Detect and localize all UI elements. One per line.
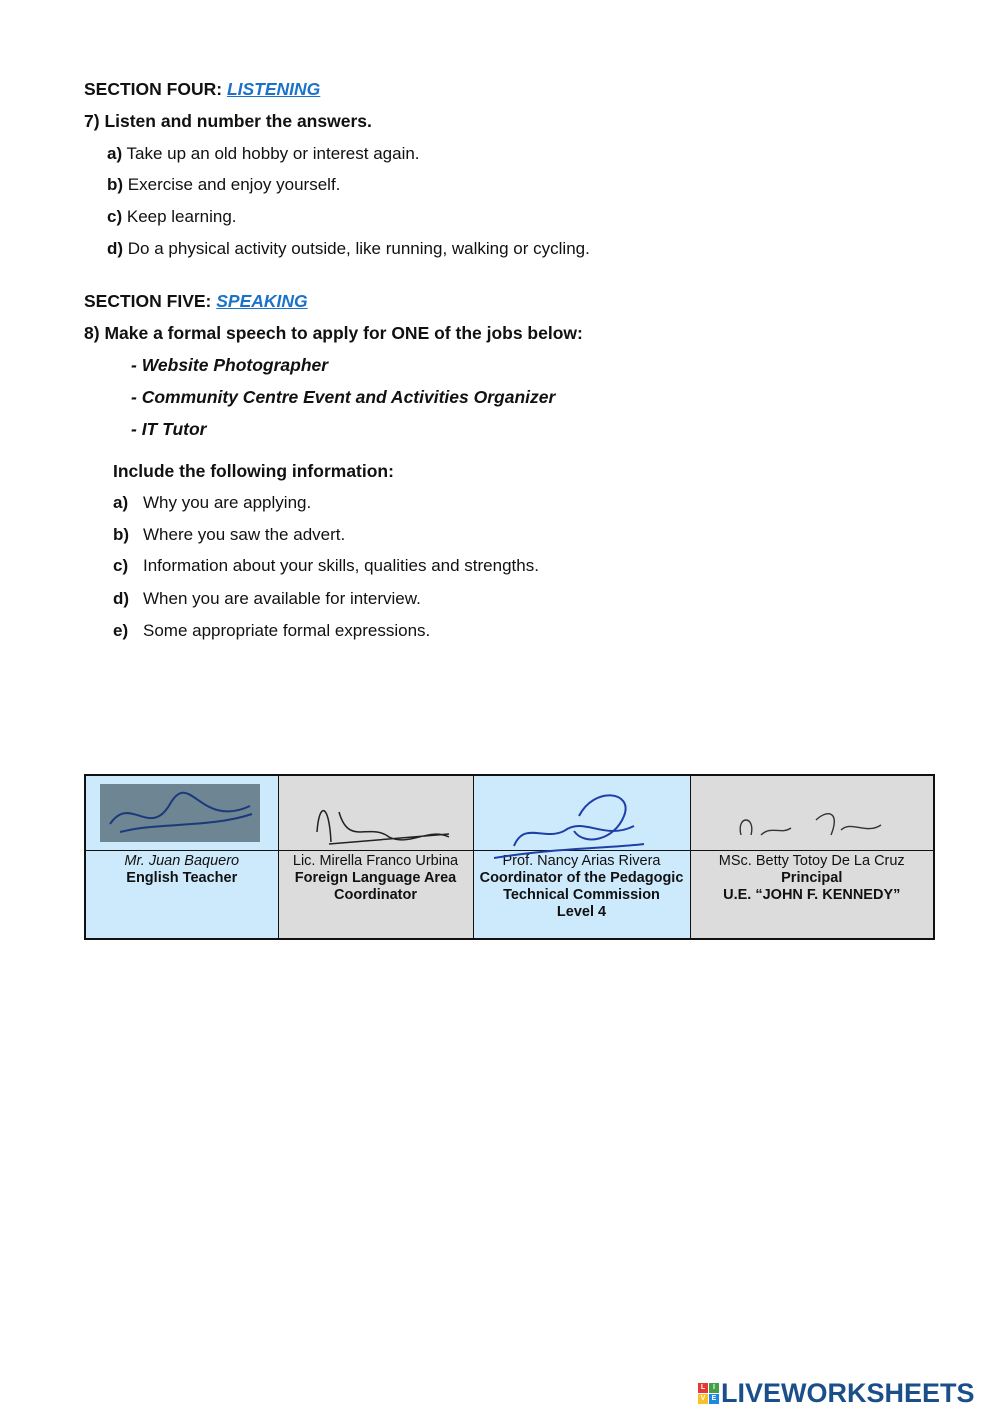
signature-scribble-icon xyxy=(484,786,674,876)
list-item: b) Exercise and enjoy yourself. xyxy=(107,175,341,194)
signer-role: Coordinator of the Pedagogic Technical Commission xyxy=(479,870,684,903)
section-five-heading xyxy=(84,291,308,312)
signature-cell-teacher xyxy=(85,775,278,939)
signer-level: Level 4 xyxy=(556,904,607,920)
question-8 xyxy=(84,323,583,344)
signature-stamp xyxy=(100,784,260,842)
signer-name: Prof. Nancy Arias Rivera xyxy=(502,853,661,869)
section-five-prefix: SECTION FIVE: xyxy=(84,291,212,311)
list-item: b) Where you saw the advert. xyxy=(113,525,346,544)
signer-name: MSc. Betty Totoy De La Cruz xyxy=(718,853,905,869)
question-number: 7) xyxy=(84,111,100,131)
list-item: c) Information about your skills, qualities and strengths. xyxy=(113,556,539,575)
signature-scribble-icon xyxy=(309,782,459,852)
section-four-heading xyxy=(84,79,320,100)
signature-cell-principal xyxy=(690,775,934,939)
signer-role: Foreign Language Area Coordinator xyxy=(294,870,457,903)
signer-school: U.E. “JOHN F. KENNEDY” xyxy=(723,887,901,903)
include-heading: Include the following information: xyxy=(113,461,394,481)
signer-role: English Teacher xyxy=(126,870,238,886)
signature-scribble-icon xyxy=(731,790,901,850)
signature-scribble-icon xyxy=(100,784,260,842)
speaking-link[interactable]: SPEAKING xyxy=(216,291,308,311)
question-7 xyxy=(84,111,372,132)
list-item: e) Some appropriate formal expressions. xyxy=(113,621,431,640)
signer-name: Lic. Mirella Franco Urbina xyxy=(292,853,459,869)
job-option: - Website Photographer xyxy=(131,355,329,375)
signature-table xyxy=(84,774,935,940)
signer-name: Mr. Juan Baquero xyxy=(124,853,240,869)
job-option: - IT Tutor xyxy=(131,419,207,439)
job-option: - Community Centre Event and Activities Organizer xyxy=(131,387,556,407)
list-item: d) When you are available for interview. xyxy=(113,589,421,608)
signature-cell-coordinator xyxy=(278,775,473,939)
list-item: d) Do a physical activity outside, like running, walking or cycling. xyxy=(107,239,590,258)
list-item: c) Keep learning. xyxy=(107,207,237,226)
list-item: a) Take up an old hobby or interest again. xyxy=(107,144,420,163)
signature-cell-commission xyxy=(473,775,690,939)
signer-role: Principal xyxy=(781,870,843,886)
listening-link[interactable]: LISTENING xyxy=(226,79,321,99)
section-four-prefix: SECTION FOUR: xyxy=(84,79,223,99)
logo-text: LIVEWORKSHEETS xyxy=(721,1377,975,1408)
question-number: 8) xyxy=(84,323,100,343)
liveworksheets-icon: L I V E xyxy=(698,1383,719,1404)
liveworksheets-logo[interactable] xyxy=(698,1378,975,1408)
list-item: a) Why you are applying. xyxy=(113,493,312,512)
question-text: Listen and number the answers. xyxy=(104,111,372,131)
question-text: Make a formal speech to apply for ONE of the jobs below: xyxy=(104,323,583,343)
